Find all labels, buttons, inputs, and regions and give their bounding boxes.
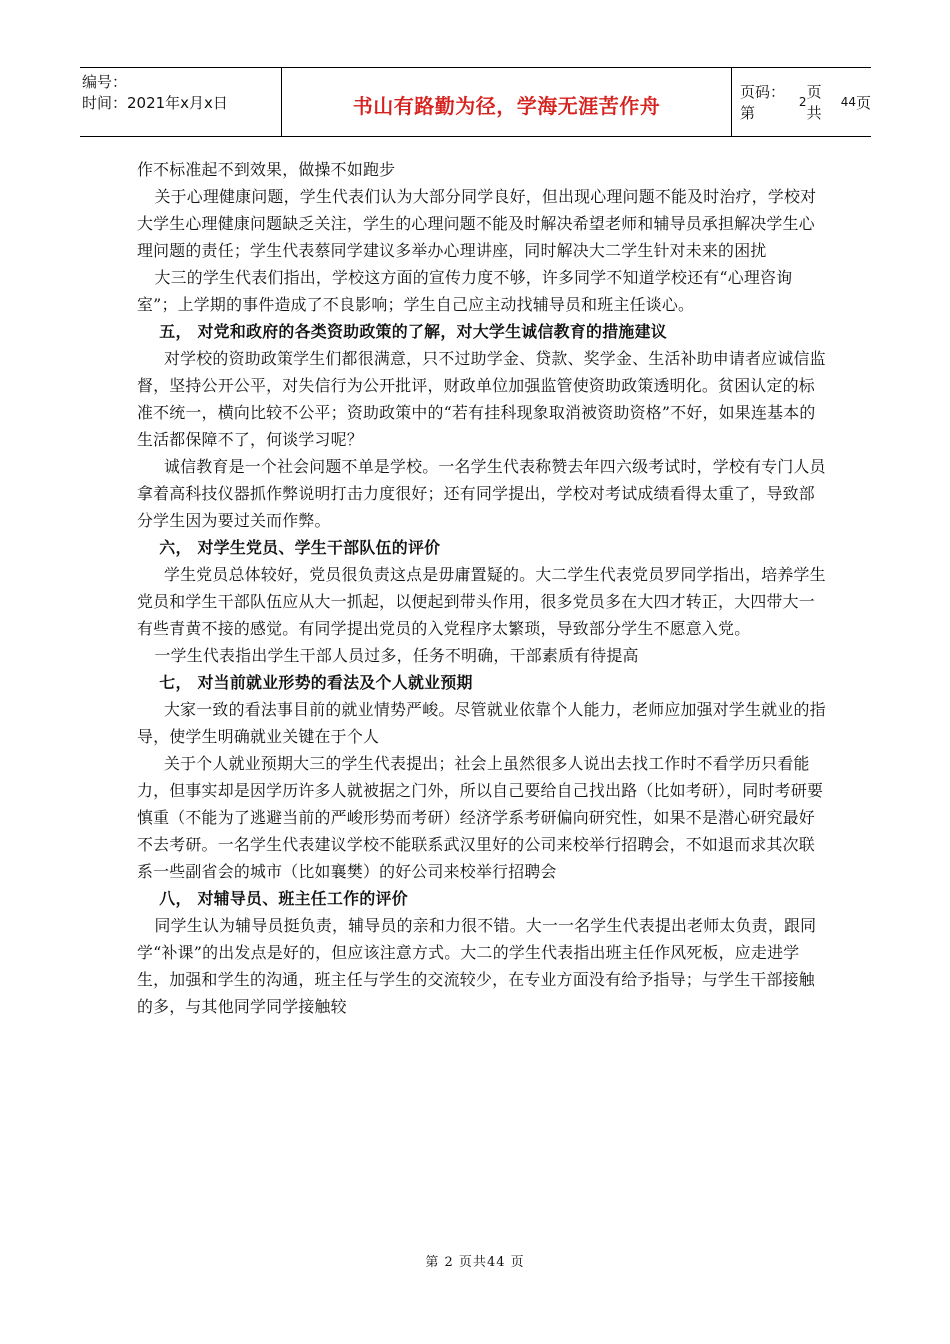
section-heading: 七， 对当前就业形势的看法及个人就业预期 [159,673,473,692]
body-paragraph: 关于个人就业预期大三的学生代表提出；社会上虽然很多人说出去找工作时不看学历只看能力，但事实却是因学历许多人就被据之门外，所以自己要给自己找出路（比如考研），同时考研要慎重（不能为了逃避当前的严峻形势而考研）经济学系考研偏向研究性，如果不是潜心研究最好不去考研。一名学生代表建议学校不能联系武汉里好的公司来校举行招聘会，不如退而求其次联系一些副省会的城市（比如襄樊）的好公司来校举行招聘会 [137,754,824,881]
footer-prefix: 第 [425,1255,440,1270]
page-label-mid: 页 共 [806,83,822,122]
body-paragraph: 一学生代表指出学生干部人员过多，任务不明确，干部素质有待提高 [154,646,639,665]
page-number: 2 [798,95,807,109]
body-paragraph: 诚信教育是一个社会问题不单是学校。一名学生代表称赞去年四六级考试时，学校有专门人员拿着高科技仪器抓作弊说明打击力度很好；还有同学提出，学校对考试成绩看得太重了，导致部分学生因为要过关而作弊。 [137,457,826,530]
page-header-table [80,67,871,137]
body-paragraph: 学生党员总体较好，党员很负责这点是毋庸置疑的。大二学生代表党员罗同学指出，培养学生党员和学生干部队伍应从大一抓起，以便起到带头作用，很多党员多在大四才转正，大四带大一有些青黄不接的感觉。有同学提出党员的入党程序太繁琐，导致部分学生不愿意入党。 [137,565,826,638]
header-page-cell [732,68,871,136]
section-heading: 六， 对学生党员、学生干部队伍的评价 [159,538,441,557]
body-paragraph: 对学校的资助政策学生们都很满意，只不过助学金、贷款、奖学金、生活补助申请者应诚信监督，坚持公开公平，对失信行为公开批评，财政单位加强监管使资助政策透明化。贫困认定的标准不统一，横向比较不公平；资助政策中的“若有挂科现象取消被资助资格”不好，如果连基本的生活都保障不了，何谈学习呢？ [137,349,826,449]
footer-mid: 页共 [458,1255,487,1270]
page-total: 44 [840,95,856,109]
motto-text: 书山有路勤为径，学海无涯苦作舟 [352,93,661,118]
header-motto-cell [282,68,732,136]
time-label: 时间：2021年x月x日 [82,94,228,112]
footer-page-number: 2 [444,1255,454,1270]
body-paragraph: 大家一致的看法事目前的就业情势严峻。尽管就业依靠个人能力，老师应加强对学生就业的指导，使学生明确就业关键在于个人 [137,700,826,746]
page-label-suffix: 页 [855,93,871,112]
number-label: 编号： [82,73,128,91]
body-paragraph: 关于心理健康问题，学生代表们认为大部分同学良好，但出现心理问题不能及时治疗，学校对大学生心理健康问题缺乏关注，学生的心理问题不能及时解决希望老师和辅导员承担解决学生心理问题的责任；学生代表蔡同学建议多举办心理讲座，同时解决大二学生针对未来的困扰 [137,187,817,260]
page-footer [0,1251,950,1270]
body-paragraph: 作不标准起不到效果，做操不如跑步 [137,160,396,179]
header-meta-cell [80,68,282,136]
section-heading: 八， 对辅导员、班主任工作的评价 [159,889,408,908]
body-paragraph: 大三的学生代表们指出，学校这方面的宣传力度不够，许多同学不知道学校还有“心理咨询室”；上学期的事件造成了不良影响；学生自己应主动找辅导员和班主任谈心。 [137,268,793,314]
footer-suffix: 页 [510,1255,525,1270]
document-body [137,156,827,1020]
footer-page-total: 44 [486,1255,506,1270]
page-label-prefix: 页码：第 [740,83,786,122]
body-paragraph: 同学生认为辅导员挺负责，辅导员的亲和力很不错。大一一名学生代表提出老师太负责，跟同学“补课”的出发点是好的，但应该注意方式。大二的学生代表指出班主任作风死板，应走进学生，加强和学生的沟通，班主任与学生的交流较少，在专业方面没有给予指导；与学生干部接触的多，与其他同学同学接触较 [137,916,817,1016]
section-heading: 五， 对党和政府的各类资助政策的了解，对大学生诚信教育的措施建议 [159,322,667,341]
